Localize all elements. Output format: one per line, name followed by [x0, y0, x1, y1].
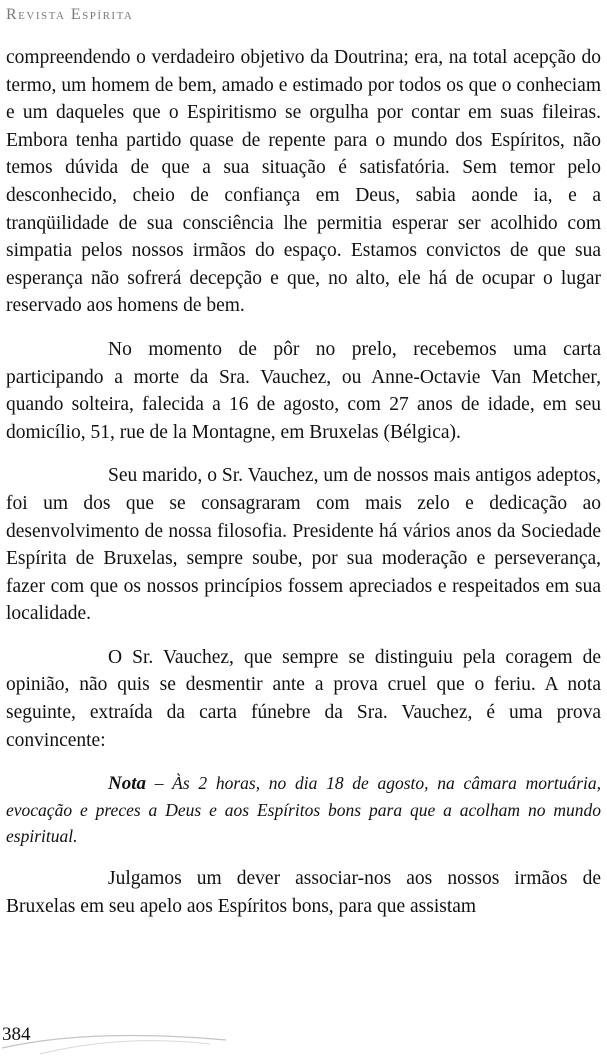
- running-header: Revista Espírita: [6, 6, 134, 23]
- note-lead: Nota: [108, 773, 146, 795]
- page-swoosh-ornament: [0, 1026, 230, 1056]
- funeral-note: [6, 770, 601, 849]
- page-number: 384: [2, 1024, 31, 1045]
- paragraph-5: Julgamos um dever associar-nos aos nossos irmãos de Bruxelas em seu apelo aos Espíritos bons, para que assistam: [6, 868, 601, 917]
- page-body: [6, 44, 601, 936]
- paragraph-1: compreendendo o verdadeiro objetivo da Doutrina; era, na total acepção do termo, um homem de bem, amado e estimado por todos os que o conheciam e um daqueles que o Espiritismo se orgulha por contar em suas fileiras. Embora tenha partido quase de repente para o mundo dos Espíritos, não temos dúvida de que a sua situação é satisfatória. Sem temor pelo desconhecido, cheio de confiança em Deus, sabia aonde ia, e a tranqüilidade de sua consciência lhe permitia esperar ser acolhido com simpatia pelos nossos irmãos do espaço. Estamos convictos de que sua esperança não sofrerá decepção e que, no alto, ele há de ocupar o lugar reservado aos homens de bem.: [6, 47, 601, 317]
- paragraph-3: Seu marido, o Sr. Vauchez, um de nossos mais antigos adeptos, foi um dos que se consagraram com mais zelo e dedicação ao desenvolvimento de nossa filosofia. Presidente há vários anos da Sociedade Espírita de Bruxelas, sempre soube, por sua moderação e perseverança, fazer com que os nossos princípios fossem apreciados e respeitados em sua localidade.: [6, 465, 601, 625]
- paragraph-4: O Sr. Vauchez, que sempre se distinguiu pela coragem de opinião, não quis se desmentir ante a prova cruel que o feriu. A nota seguinte, extraída da carta fúnebre da Sra. Vauchez, é uma prova convincente:: [6, 646, 601, 751]
- paragraph-2: No momento de pôr no prelo, recebemos uma carta participando a morte da Sra. Vauchez, ou Anne-Octavie Van Metcher, quando solteira, falecida a 16 de agosto, com 27 anos de idade, em seu domicílio, 51, rue de la Montagne, em Bruxelas (Bélgica).: [6, 338, 601, 443]
- note-text: – Às 2 horas, no dia 18 de agosto, na câmara mortuária, evocação e preces a Deus e aos Espíritos bons para que a acolham no mundo espiritual.: [6, 773, 601, 847]
